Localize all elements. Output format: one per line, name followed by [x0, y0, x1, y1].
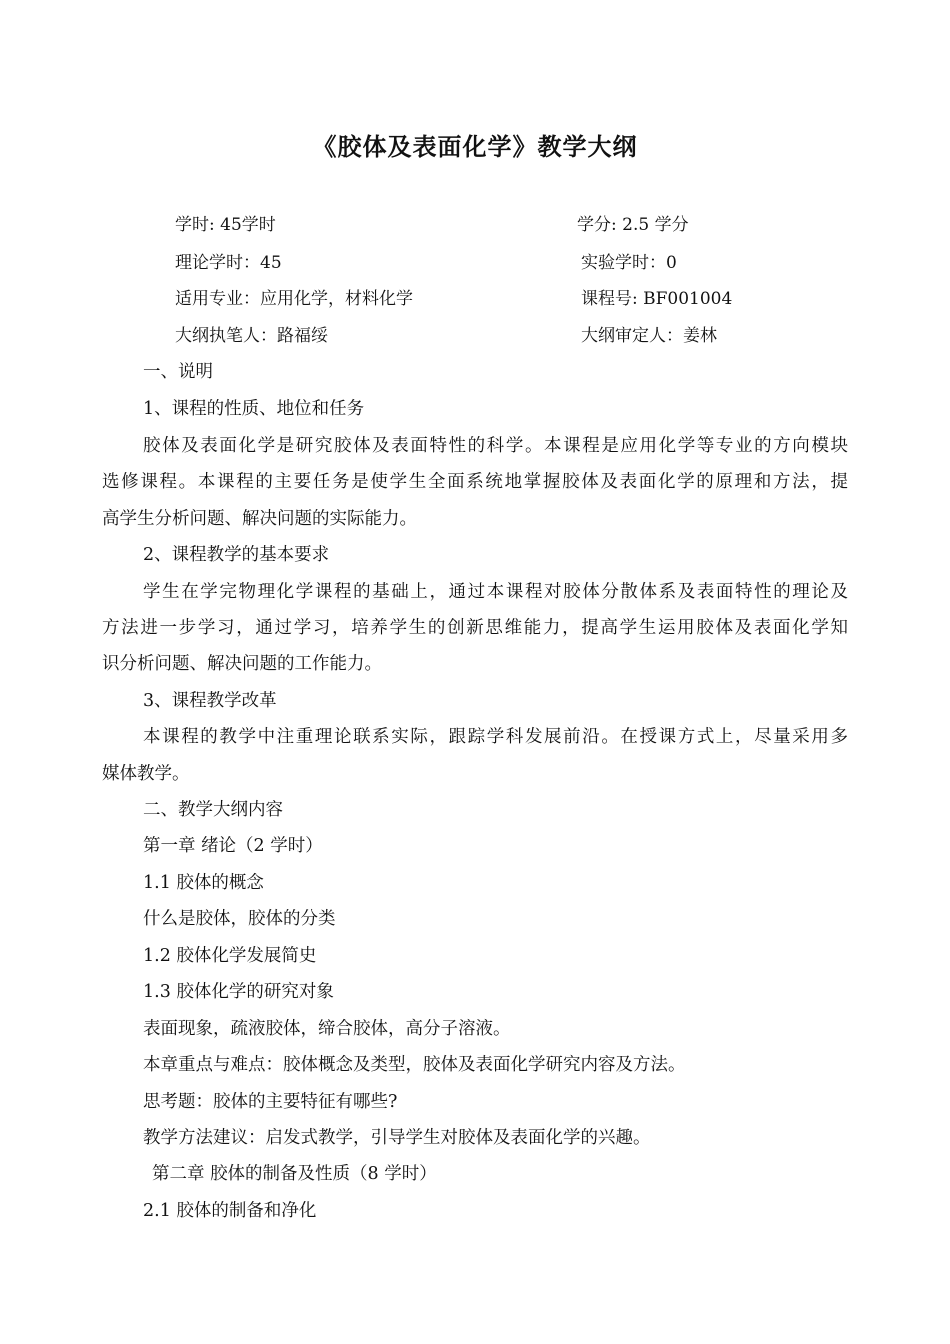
chapter-1-section-1: 1.1 胶体的概念 [143, 873, 264, 893]
paragraph-line: 方法进一步学习，通过学习，培养学生的创新思维能力，提高学生运用胶体及表面化学知 [102, 618, 848, 638]
key-points-text: 本章重点与难点：胶体概念及类型，胶体及表面化学研究内容及方法。 [143, 1055, 686, 1075]
subheading-basic-requirements: 2、课程教学的基本要求 [143, 545, 330, 565]
meta-lab-hours: 实验学时：0 [581, 253, 677, 273]
paragraph-line: 胶体及表面化学是研究胶体及表面特性的科学。本课程是应用化学等专业的方向模块 [143, 436, 848, 456]
paragraph-line: 学生在学完物理化学课程的基础上，通过本课程对胶体分散体系及表面特性的理论及 [143, 582, 848, 602]
chapter-2-heading: 第二章 胶体的制备及性质（8 学时） [152, 1164, 437, 1184]
question-text: 思考题：胶体的主要特征有哪些? [143, 1092, 398, 1112]
meta-theory-hours: 理论学时：45 [175, 253, 282, 273]
meta-course-number: 课程号: BF001004 [581, 289, 733, 309]
meta-reviewer: 大纲审定人：姜林 [581, 326, 717, 346]
meta-author: 大纲执笔人：路福绥 [175, 326, 328, 346]
chapter-1-section-1-text: 什么是胶体，胶体的分类 [143, 909, 336, 929]
meta-hours: 学时: 45学时 [175, 215, 276, 235]
chapter-1-section-2: 1.2 胶体化学发展简史 [143, 946, 317, 966]
chapter-2-section-1: 2.1 胶体的制备和净化 [143, 1201, 317, 1221]
paragraph-line: 媒体教学。 [102, 764, 190, 784]
section-heading-explanation: 一、说明 [143, 362, 213, 382]
paragraph-line: 识分析问题、解决问题的工作能力。 [102, 654, 382, 674]
meta-credits: 学分: 2.5 学分 [577, 215, 689, 235]
paragraph-line: 高学生分析问题、解决问题的实际能力。 [102, 509, 417, 529]
subheading-course-reform: 3、课程教学改革 [143, 691, 277, 711]
chapter-1-heading: 第一章 绪论（2 学时） [143, 836, 323, 856]
teaching-method-text: 教学方法建议：启发式教学，引导学生对胶体及表面化学的兴趣。 [143, 1128, 651, 1148]
document-title: 《胶体及表面化学》教学大纲 [312, 133, 638, 161]
meta-majors: 适用专业：应用化学，材料化学 [175, 289, 413, 309]
paragraph-line: 选修课程。本课程的主要任务是使学生全面系统地掌握胶体及表面化学的原理和方法，提 [102, 472, 848, 492]
section-heading-content: 二、教学大纲内容 [143, 800, 283, 820]
subheading-course-nature: 1、课程的性质、地位和任务 [143, 399, 365, 419]
paragraph-line: 本课程的教学中注重理论联系实际，跟踪学科发展前沿。在授课方式上，尽量采用多 [143, 727, 848, 747]
chapter-1-section-3-text: 表面现象，疏液胶体，缔合胶体，高分子溶液。 [143, 1019, 511, 1039]
chapter-1-section-3: 1.3 胶体化学的研究对象 [143, 982, 334, 1002]
